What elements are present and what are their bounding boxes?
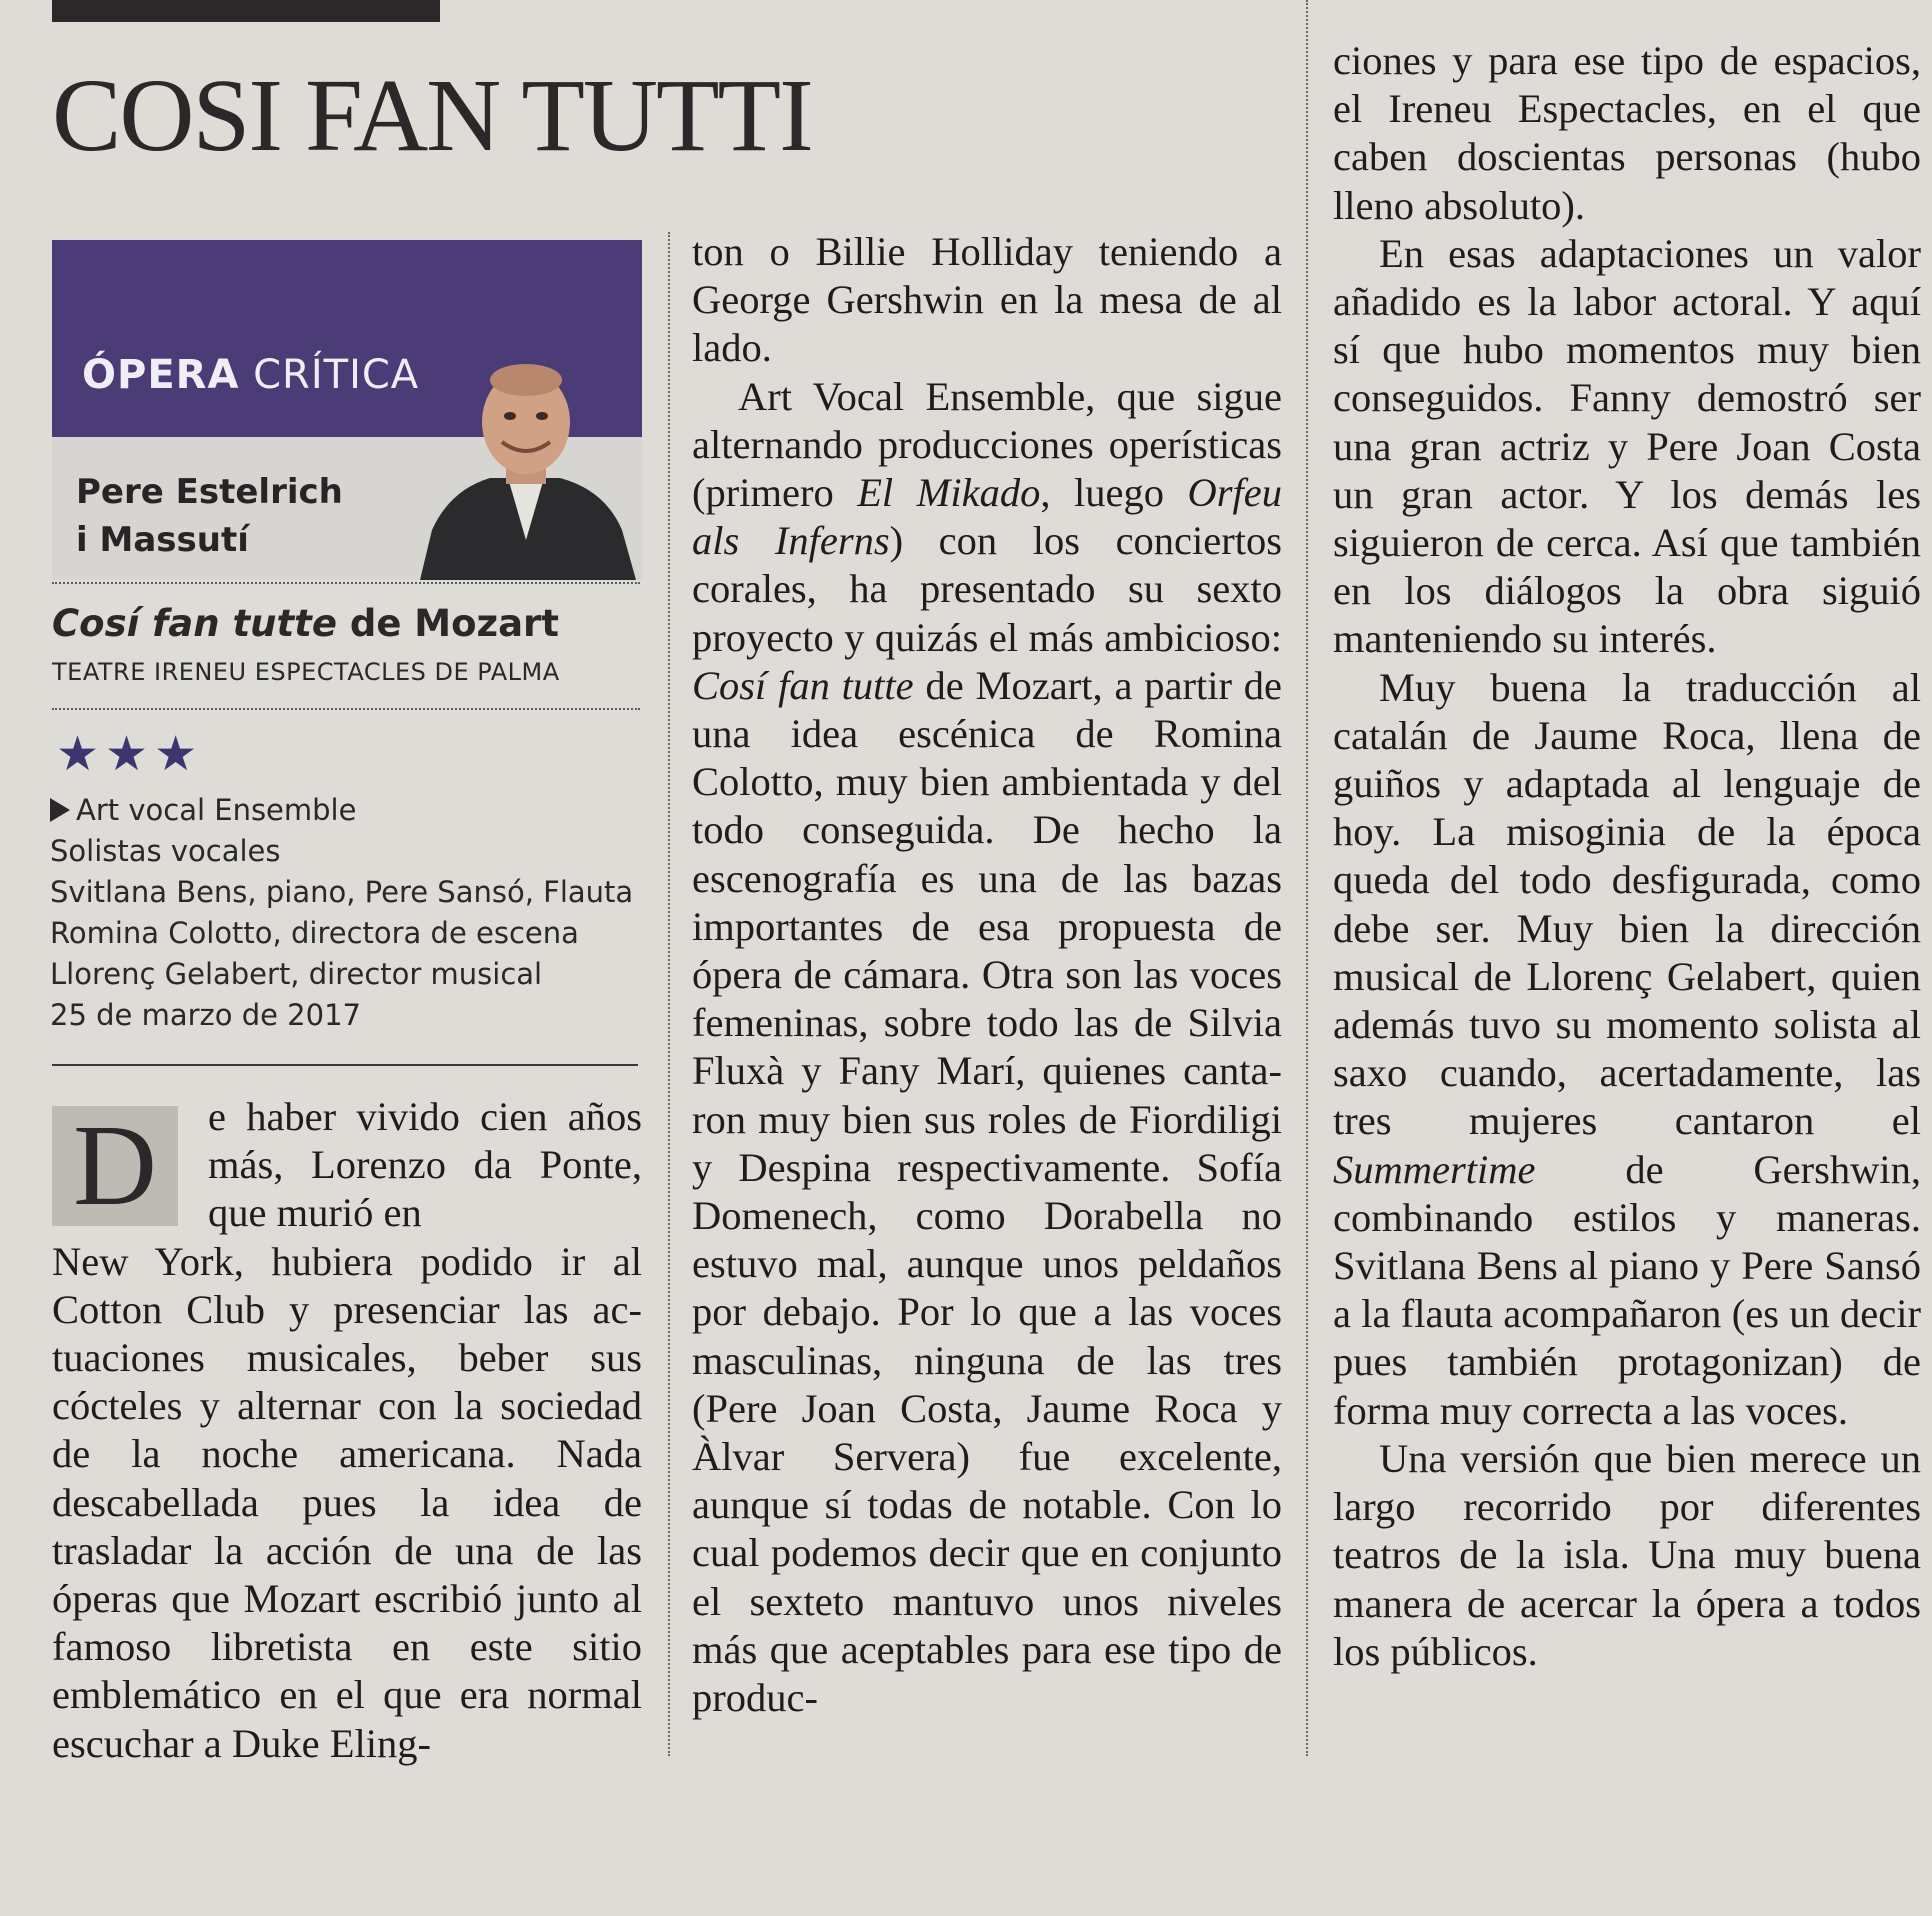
paragraph: ciones y para ese tipo de espacios, el Ireneu Espectacles, en el que caben doscientas personas (hubo lleno absoluto).	[1333, 38, 1921, 228]
work-title-italic: Cosí fan tutte	[52, 602, 337, 645]
paragraph: Muy buena la traducción al catalán de Jaume Roca, llena de guiños y adaptada al lenguaje de hoy. La misoginia de la época queda del todo desfigurada, como debe ser. Muy bien la dirección musical de Llorenç Gelabert, quien además tuvo su momento solista al saxo cuando, acertadamente, las tres mujeres cantaron el Summertime de Gershwin, combinando estilos y maneras. Svitlana Bens al piano y Pere Sansó a la flauta acompañaron (es un decir pues también protagonizan) de forma muy correcta a las voces.	[1333, 664, 1921, 1433]
article-column-3	[1333, 37, 1921, 1676]
lead-paragraph: e haber vivido cien años más, Lorenzo da Ponte, que murió en	[208, 1094, 642, 1236]
paragraph: En esas adaptaciones un valor añadido es la labor actoral. Y aquí sí que hubo momentos muy bien conseguidos. Fanny demostró ser una gran actriz y Pere Joan Costa un gran actor. Y los demás les siguieron de cerca. Así que también en los diálogos la obra siguió manteniendo su interés.	[1333, 230, 1921, 662]
paragraph: New York, hubiera podido ir al Cotton Club y presenciar las actuaciones musicales, beber sus cócteles y alternar con la sociedad de la noche americana. Nada descabellada pues la idea de trasladar la acción de una de las óperas que Mozart escribió junto al famoso libretista en este sitio emblemático en el que era normal escuchar a Duke Eling-	[52, 1238, 642, 1766]
article-column-1	[52, 1093, 642, 1768]
credit-line: Llorenç Gelabert, director musical	[50, 957, 543, 991]
divider-solid	[52, 1064, 638, 1066]
author-name-line1: Pere Estelrich	[76, 472, 343, 512]
star-rating: ★★★	[56, 726, 204, 782]
section-label-opera: ÓPERA	[82, 352, 240, 398]
credit-line: Art vocal Ensemble	[50, 790, 633, 831]
work-title	[52, 602, 559, 645]
credit-line: Romina Colotto, directora de escena	[50, 916, 579, 950]
article-column-2	[692, 228, 1282, 1722]
paragraph: ton o Billie Holliday teniendo a George Gershwin en la mesa de al lado.	[692, 229, 1282, 371]
section-top-bar	[52, 0, 440, 22]
section-label-critica: CRÍTICA	[253, 352, 420, 398]
column-rule-left	[668, 232, 670, 1756]
author-name-line2: i Massutí	[76, 520, 249, 560]
work-title-rest: de Mozart	[336, 602, 559, 645]
credit-line: 25 de marzo de 2017	[50, 998, 361, 1032]
divider-dotted-bottom	[52, 708, 640, 710]
venue: TEATRE IRENEU ESPECTACLES DE PALMA	[52, 658, 560, 686]
author-byline	[76, 468, 343, 564]
credit-line: Svitlana Bens, piano, Pere Sansó, Flauta	[50, 875, 634, 909]
drop-cap: D	[52, 1106, 178, 1226]
paragraph: Art Vocal Ensemble, que sigue alternando producciones operísticas (primero El Mikado, luego Orfeu als Inferns) con los conciertos corales, ha presentado su sexto proyecto y quizás el más ambicioso: Cosí fan tutte de Mozart, a partir de una idea escénica de Romina Colotto, muy bien ambientada y del todo conseguida. De hecho la escenografía es una de las bazas importantes de esa propuesta de ópera de cámara. Otra son las voces femeninas, sobre todo las de Silvia Fluxà y Fany Marí, quienes cantaron muy bien sus roles de Fiordiligi y Despina respectivamente. Sofía Domenech, como Dorabella no estuvo mal, aunque unos peldaños por debajo. Por lo que a las voces masculinas, ninguna de las tres (Pere Joan Costa, Jaume Roca y Àlvar Servera) fue excelente, aunque sí todas de notable. Con lo cual podemos decir que en conjunto el sexteto mantuvo unos niveles más que aceptables para ese tipo de produc-	[692, 373, 1283, 1721]
play-triangle-icon	[50, 798, 70, 822]
column-rule-right	[1306, 0, 1308, 1756]
headline: COSI FAN TUTTI	[52, 58, 812, 173]
credit-line: Solistas vocales	[50, 834, 281, 868]
divider-dotted-top	[52, 582, 640, 584]
credits-list	[50, 790, 633, 1036]
paragraph: Una versión que bien merece un largo recorrido por diferentes teatros de la isla. Una muy buena manera de acercar la ópera a todos los públicos.	[1333, 1435, 1921, 1674]
section-label	[82, 352, 419, 398]
review-header-panel	[52, 240, 642, 580]
author-photo	[410, 360, 642, 580]
